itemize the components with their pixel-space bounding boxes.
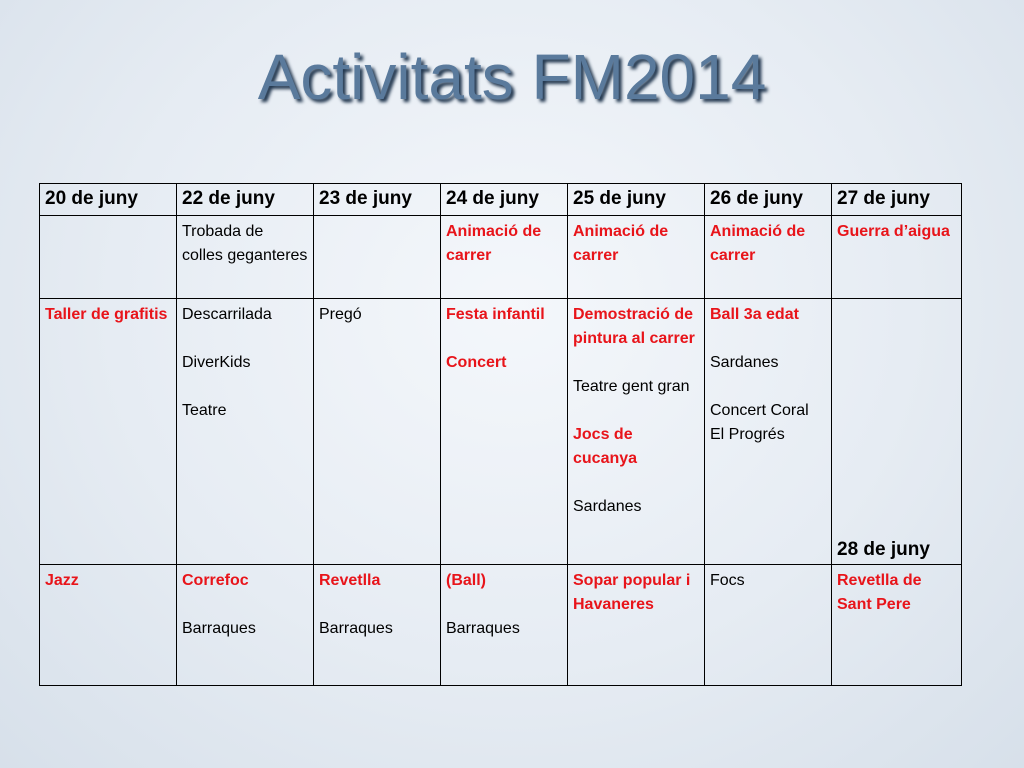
date-label: 28 de juny bbox=[837, 539, 930, 560]
table-cell bbox=[568, 565, 705, 686]
header-cell: 26 de juny bbox=[705, 184, 832, 216]
activity: (Ball) bbox=[446, 572, 486, 589]
table-cell bbox=[441, 299, 568, 565]
activity: DiverKids bbox=[182, 354, 251, 371]
table-cell bbox=[441, 216, 568, 299]
activity: Correfoc bbox=[182, 572, 249, 589]
activity: Ball 3a edat bbox=[710, 306, 799, 323]
activity: Barraques bbox=[319, 620, 393, 637]
table-cell bbox=[832, 565, 962, 686]
table-cell bbox=[314, 216, 441, 299]
activity: Animació de carrer bbox=[710, 223, 806, 264]
table-cell bbox=[314, 299, 441, 565]
activity: Concert Coral El Progrés bbox=[710, 402, 809, 443]
activities-table bbox=[39, 183, 962, 686]
activity: Festa infantil bbox=[446, 306, 545, 323]
table-cell bbox=[705, 565, 832, 686]
header-cell: 25 de juny bbox=[568, 184, 705, 216]
header-cell: 27 de juny bbox=[832, 184, 962, 216]
activity: Sopar popular i Havaneres bbox=[573, 572, 691, 613]
table-cell bbox=[832, 299, 962, 565]
activity: Focs bbox=[710, 572, 745, 589]
table-cell bbox=[832, 216, 962, 299]
table-cell bbox=[177, 216, 314, 299]
table-cell bbox=[568, 299, 705, 565]
activity: Concert bbox=[446, 354, 507, 371]
table-cell bbox=[705, 216, 832, 299]
activity: Teatre gent gran bbox=[573, 378, 690, 395]
header-cell: 20 de juny bbox=[40, 184, 177, 216]
activity: Sardanes bbox=[710, 354, 779, 371]
table-row bbox=[40, 216, 962, 299]
header-cell: 24 de juny bbox=[441, 184, 568, 216]
table-cell bbox=[177, 299, 314, 565]
activity: Demostració de pintura al carrer bbox=[573, 306, 695, 347]
table-cell bbox=[177, 565, 314, 686]
header-cell: 22 de juny bbox=[177, 184, 314, 216]
activity: Barraques bbox=[182, 620, 256, 637]
activity: Animació de carrer bbox=[446, 223, 542, 264]
activity: Jazz bbox=[45, 572, 79, 589]
activity: Revetlla de Sant Pere bbox=[837, 572, 922, 613]
table-row bbox=[40, 565, 962, 686]
table-cell bbox=[314, 565, 441, 686]
table-cell bbox=[705, 299, 832, 565]
page-title: Activitats FM2014 bbox=[257, 41, 767, 113]
activity: Taller de grafitis bbox=[45, 306, 168, 323]
table-cell bbox=[40, 299, 177, 565]
activity: Jocs de cucanya bbox=[573, 426, 638, 467]
activity: Revetlla bbox=[319, 572, 381, 589]
header-cell: 23 de juny bbox=[314, 184, 441, 216]
activity: Teatre bbox=[182, 402, 227, 419]
activity: Sardanes bbox=[573, 498, 642, 515]
activity: Trobada de colles geganteres bbox=[182, 223, 308, 264]
activity: Barraques bbox=[446, 620, 520, 637]
table-cell bbox=[40, 565, 177, 686]
table-row bbox=[40, 299, 962, 565]
table-cell bbox=[40, 216, 177, 299]
table-header-row bbox=[40, 184, 962, 216]
activity: Pregó bbox=[319, 306, 362, 323]
table-cell bbox=[568, 216, 705, 299]
activity: Animació de carrer bbox=[573, 223, 669, 264]
activity: Guerra d’aigua bbox=[837, 223, 950, 240]
activity: Descarrilada bbox=[182, 306, 272, 323]
table-cell bbox=[441, 565, 568, 686]
